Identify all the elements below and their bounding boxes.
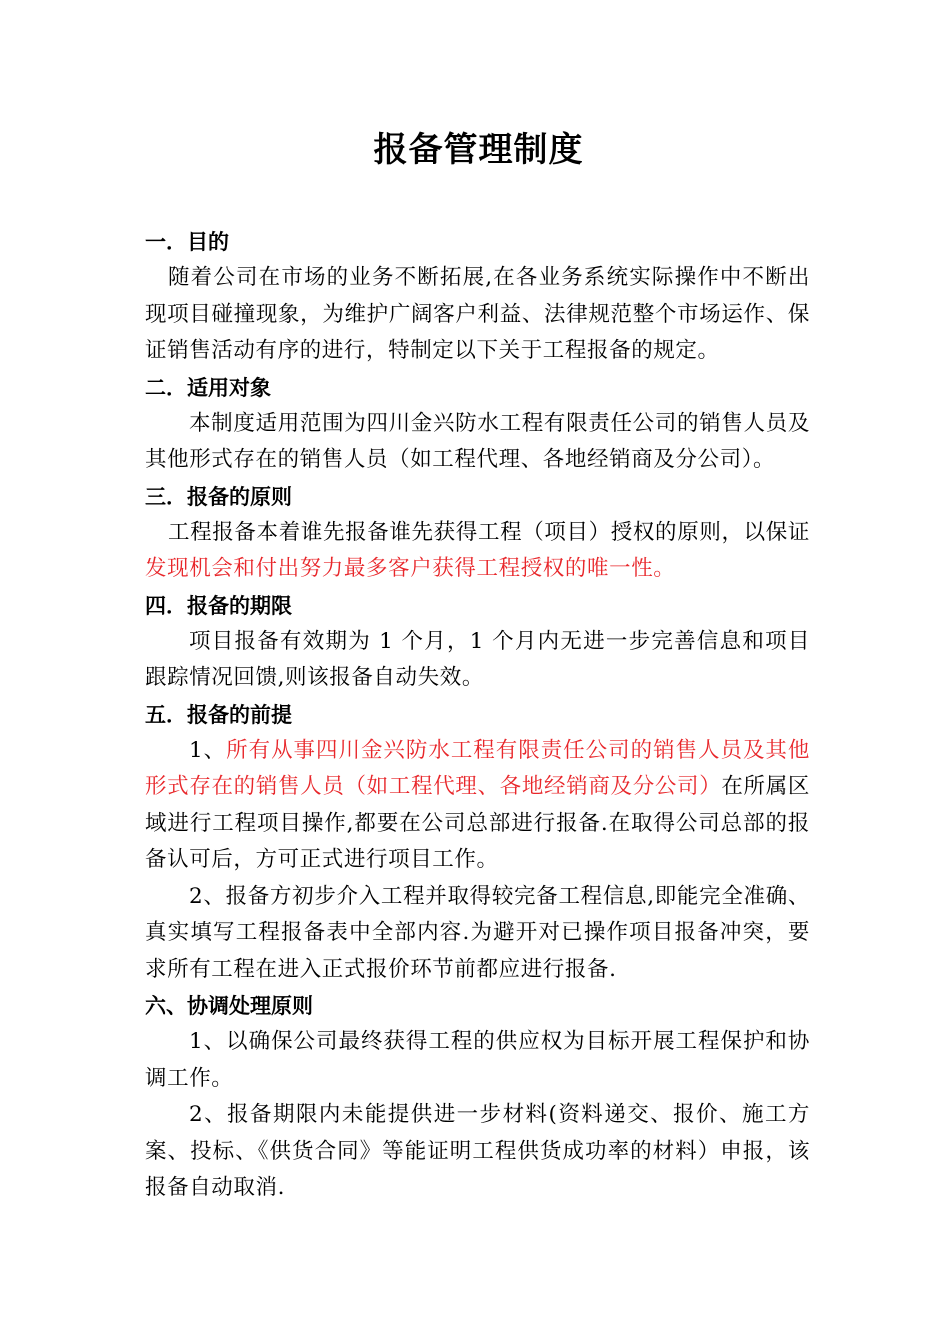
- section-heading: 六、协调处理原则: [145, 994, 313, 1018]
- section-scope: [145, 370, 810, 479]
- section-heading: 四．报备的期限: [145, 593, 292, 618]
- section-paragraph: 项目报备有效期为 1 个月，1 个月内无进一步完善信息和项目跟踪情况回馈,则该报备自动失效。: [145, 628, 810, 690]
- section-heading: 二．适用对象: [145, 375, 271, 400]
- section-coordination: [145, 988, 810, 1207]
- section-heading: 三．报备的原则: [145, 484, 292, 509]
- list-item: 2、报备方初步介入工程并取得较完备工程信息,即能完全准确、真实填写工程报备表中全部内容.为避开对已操作项目报备冲突，要求所有工程在进入正式报价环节前都应进行报备.: [145, 883, 810, 982]
- section-heading: 五．报备的前提: [145, 702, 292, 727]
- section-term: [145, 588, 810, 697]
- list-item: [145, 733, 810, 879]
- section-paragraph: 随着公司在市场的业务不断拓展,在各业务系统实际操作中不断出现项目碰撞现象，为维护广阔客户利益、法律规范整个市场运作、保证销售活动有序的进行，特制定以下关于工程报备的规定。: [145, 265, 810, 363]
- section-purpose: [145, 224, 810, 370]
- section-paragraph: 本制度适用范围为四川金兴防水工程有限责任公司的销售人员及其他形式存在的销售人员（如工程代理、各地经销商及分公司）。: [145, 410, 810, 472]
- list-item: 2、报备期限内未能提供进一步材料(资料递交、报价、施工方案、投标、《供货合同》等能证明工程供货成功率的材料）申报，该报备自动取消.: [145, 1102, 810, 1200]
- highlighted-text: 发现机会和付出努力最多客户获得工程授权的唯一性。: [145, 556, 676, 581]
- section-principle: [145, 479, 810, 588]
- highlighted-text: 所有从事四川金兴防水工程有限责任公司的销售人员及其他形式存在的销售人员（如工程代理、各地经销商及分公司）: [145, 737, 810, 799]
- paragraph-text: 在所属区域进行工程项目操作,都要在公司总部进行报备.在取得公司总部的报备认可后，方可正式进行项目工作。: [145, 774, 810, 872]
- section-paragraph: [145, 515, 810, 588]
- paragraph-text: 工程报备本着谁先报备谁先获得工程（项目）授权的原则，以保证: [168, 519, 810, 545]
- page-title: 报备管理制度: [373, 130, 584, 170]
- item-number: 1、: [189, 737, 227, 763]
- section-heading: 一．目的: [145, 230, 229, 254]
- section-prerequisite: [145, 697, 810, 989]
- list-item: 1、以确保公司最终获得工程的供应权为目标开展工程保护和协调工作。: [145, 1029, 810, 1091]
